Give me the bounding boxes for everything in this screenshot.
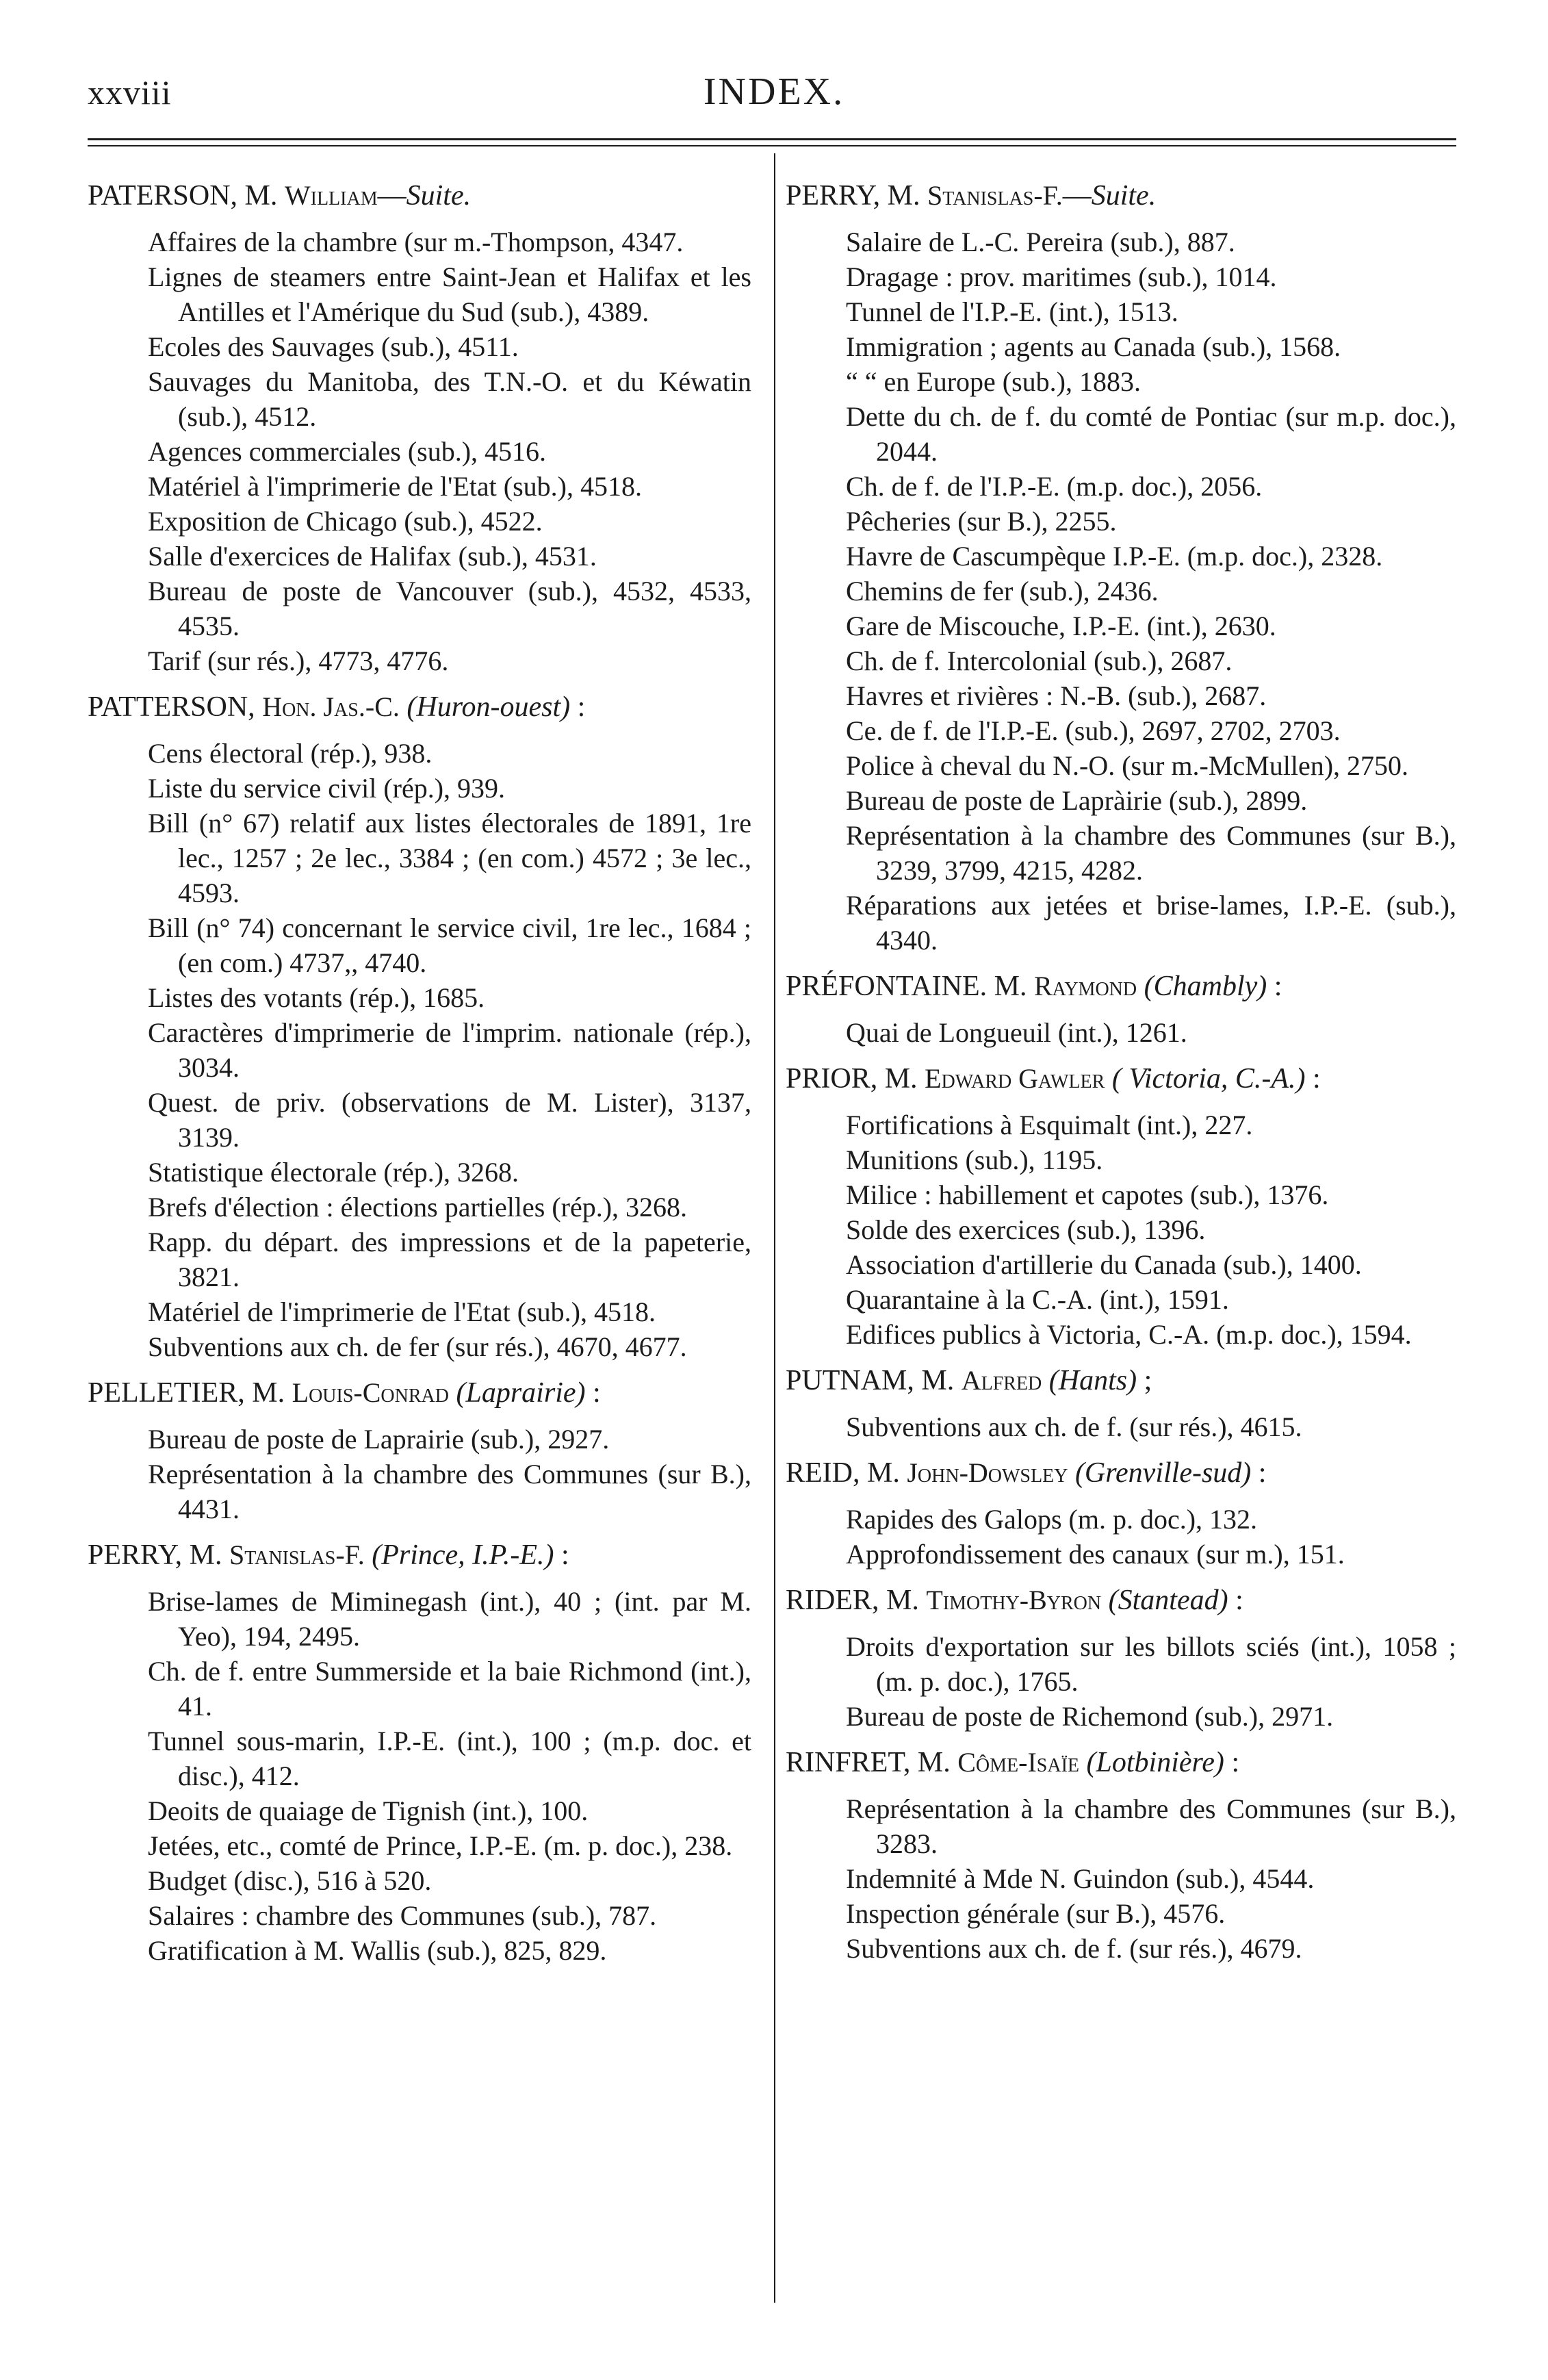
index-item: Milice : habillement et capotes (sub.), 1376. [846,1179,1329,1210]
index-item: Rapides des Galops (m. p. doc.), 132. [846,1504,1258,1535]
index-item: Association d'artillerie du Canada (sub.), 1400. [846,1249,1362,1280]
entry-given-name: Hon. Jas.-C. [262,691,400,722]
left-column [88,177,751,1978]
entry-separator [1137,971,1144,1002]
index-item: Caractères d'imprimerie de l'imprim. nationale (rép.), 3034. [148,1017,751,1083]
entry-separator [1068,1457,1075,1489]
entry-name [88,688,751,726]
entry-qualifier: (Stantead) [1108,1585,1228,1616]
entry-items [786,225,1456,958]
entry-name [786,1581,1456,1620]
column-divider [774,153,775,2303]
entry-qualifier: Suite. [1091,180,1157,212]
entry-qualifier: (Huron-ouest) [407,691,571,723]
index-item: Tunnel de l'I.P.-E. (int.), 1513. [846,296,1178,327]
entry-name [786,967,1456,1006]
entry-given-name: Stanislas-F. [927,180,1063,211]
index-item: Lignes de steamers entre Saint-Jean et Halifax et les Antilles et l'Amérique du Sud (sub.), 4389. [148,261,751,327]
entry-punct: : [570,691,586,723]
entry-surname: PRÉFONTAINE. M. [786,971,1034,1002]
entry-qualifier: ( Victoria, C.-A.) [1111,1063,1306,1095]
page-title: INDEX. [703,71,845,113]
entry-items [786,1629,1456,1734]
entry-punct: ; [1137,1365,1152,1396]
entry-name [786,1454,1456,1492]
entry-given-name: Timothy-Byron [926,1585,1102,1615]
entry-surname: PUTNAM, M. [786,1365,962,1396]
entry-punct: : [1224,1747,1240,1778]
index-item: Représentation à la chambre des Communes (sur B.), 4431. [148,1459,751,1524]
entry-qualifier: (Laprairie) [456,1377,586,1409]
entry-items [88,225,751,678]
index-item: Matériel de l'imprimerie de l'Etat (sub.), 4518. [148,1296,656,1327]
entry-name [786,1060,1456,1098]
entry-separator [365,1539,372,1571]
index-item: Quest. de priv. (observations de M. Lister), 3137, 3139. [148,1087,751,1153]
index-item: Quarantaine à la C.-A. (int.), 1591. [846,1284,1229,1315]
entry-items [88,1584,751,1968]
entry-qualifier: (Lotbinière) [1086,1747,1224,1778]
entry-separator: — [377,180,407,212]
index-item: Ch. de f. entre Summerside et la baie Richmond (int.), 41. [148,1656,751,1722]
entry-items [786,1791,1456,1966]
entry-punct: : [1251,1457,1267,1489]
running-header [0,60,1548,115]
entry-given-name: William [284,180,378,211]
index-item: Matériel à l'imprimerie de l'Etat (sub.), 4518. [148,471,642,502]
index-item: Jetées, etc., comté de Prince, I.P.-E. (m. p. doc.), 238. [148,1830,733,1861]
index-entry [786,1581,1456,1734]
index-entry [786,177,1456,958]
header-rule-bottom [88,145,1456,146]
index-item: Droits d'exportation sur les billots sciés (int.), 1058 ; (m. p. doc.), 1765. [846,1631,1456,1697]
right-column [786,177,1456,1975]
index-item: Statistique électorale (rép.), 3268. [148,1157,519,1188]
entry-surname: PRIOR, M. [786,1063,925,1095]
index-item: Quai de Longueuil (int.), 1261. [846,1017,1187,1048]
index-entry [88,1374,751,1526]
entry-items [88,736,751,1364]
entry-surname: PATERSON, M. [88,180,285,212]
entry-punct: : [585,1377,601,1409]
index-item: Solde des exercices (sub.), 1396. [846,1214,1206,1245]
entry-given-name: Stanislas-F. [229,1539,365,1570]
index-item: Cens électoral (rép.), 938. [148,738,433,769]
entry-surname: PATTERSON, [88,691,263,723]
index-item: Listes des votants (rép.), 1685. [148,982,485,1013]
entry-surname: RINFRET, M. [786,1747,958,1778]
index-item: Représentation à la chambre des Communes (sur B.), 3283. [846,1793,1456,1859]
index-item: Liste du service civil (rép.), 939. [148,773,506,804]
entry-items [88,1422,751,1526]
index-entry [786,1060,1456,1352]
entry-surname: PERRY, M. [786,180,927,212]
entry-given-name: Côme-Isaïe [957,1747,1080,1778]
index-item: Subventions aux ch. de f. (sur rés.), 4679. [846,1933,1302,1964]
index-item: Pêcheries (sur B.), 2255. [846,506,1117,537]
index-item: Approfondissement des canaux (sur m.), 151. [846,1539,1345,1570]
index-item: Brefs d'élection : élections partielles (rép.), 3268. [148,1192,688,1223]
entry-name [88,177,751,215]
entry-surname: REID, M. [786,1457,907,1489]
index-item: Subventions aux ch. de f. (sur rés.), 4615. [846,1411,1302,1442]
index-item: Bureau de poste de Richemond (sub.), 2971. [846,1701,1334,1732]
index-item: Bureau de poste de Vancouver (sub.), 4532, 4533, 4535. [148,576,751,641]
index-item: Bill (n° 74) concernant le service civil, 1re lec., 1684 ; (en com.) 4737,, 4740. [148,912,751,978]
index-item: Deoits de quaiage de Tignish (int.), 100. [148,1795,589,1826]
entry-qualifier: (Chambly) [1144,971,1267,1002]
index-item: Rapp. du départ. des impressions et de la papeterie, 3821. [148,1227,751,1292]
index-item: Ce. de f. de l'I.P.-E. (sub.), 2697, 2702, 2703. [846,715,1341,746]
entry-separator [1101,1585,1109,1616]
index-item: Agences commerciales (sub.), 4516. [148,436,547,467]
entry-separator: — [1062,180,1092,212]
index-entry [786,967,1456,1050]
entry-items [786,1015,1456,1050]
index-item: Dragage : prov. maritimes (sub.), 1014. [846,261,1277,292]
index-item: Réparations aux jetées et brise-lames, I.P.-E. (sub.), 4340. [846,890,1456,956]
index-item: Inspection générale (sur B.), 4576. [846,1898,1226,1929]
entry-punct: : [1267,971,1282,1002]
index-item: Indemnité à Mde N. Guindon (sub.), 4544. [846,1863,1315,1894]
entry-items [786,1502,1456,1572]
entry-punct: : [1228,1585,1243,1616]
index-item: Tarif (sur rés.), 4773, 4776. [148,645,449,676]
index-item: Ecoles des Sauvages (sub.), 4511. [148,331,519,362]
entry-separator [1105,1063,1112,1095]
index-item: Gratification à M. Wallis (sub.), 825, 829. [148,1935,607,1966]
index-item: Budget (disc.), 516 à 520. [148,1865,432,1896]
index-entry [786,1361,1456,1444]
entry-separator [449,1377,456,1409]
index-item: Subventions aux ch. de fer (sur rés.), 4670, 4677. [148,1331,687,1362]
index-item: Munitions (sub.), 1195. [846,1144,1103,1175]
entry-punct: : [1305,1063,1321,1095]
entry-given-name: John-Dowsley [907,1457,1068,1488]
index-item: Sauvages du Manitoba, des T.N.-O. et du Kéwatin (sub.), 4512. [148,366,751,432]
entry-given-name: Raymond [1034,971,1137,1001]
index-entry [88,177,751,678]
entry-name [786,1743,1456,1782]
index-item: Tunnel sous-marin, I.P.-E. (int.), 100 ; (m.p. doc. et disc.), 412. [148,1726,751,1791]
entry-separator [1042,1365,1049,1396]
index-item: Fortifications à Esquimalt (int.), 227. [846,1110,1253,1140]
entry-items [786,1409,1456,1444]
index-item: Bill (n° 67) relatif aux listes électorales de 1891, 1re lec., 1257 ; 2e lec., 3384 ; (en com.) 4572 ; 3e lec., 4593. [148,808,751,908]
entry-name [88,1374,751,1412]
index-item: Salaires : chambre des Communes (sub.), 787. [148,1900,657,1931]
index-item: Immigration ; agents au Canada (sub.), 1568. [846,331,1341,362]
entry-name [786,177,1456,215]
index-item: Ch. de f. Intercolonial (sub.), 2687. [846,645,1233,676]
index-item: Ch. de f. de l'I.P.-E. (m.p. doc.), 2056. [846,471,1263,502]
entry-items [786,1108,1456,1352]
entry-qualifier: (Grenville-sud) [1074,1457,1252,1489]
index-item: Affaires de la chambre (sur m.-Thompson, 4347. [148,227,684,257]
index-item: Havre de Cascumpèque I.P.-E. (m.p. doc.), 2328. [846,541,1383,572]
index-item: Police à cheval du N.-O. (sur m.-McMullen), 2750. [846,750,1409,781]
index-entry [88,1536,751,1968]
index-item: Gare de Miscouche, I.P.-E. (int.), 2630. [846,611,1276,641]
entry-given-name: Edward Gawler [925,1063,1105,1094]
entry-name [88,1536,751,1574]
index-item: Havres et rivières : N.-B. (sub.), 2687. [846,680,1267,711]
entry-separator [400,691,407,723]
index-entry [88,688,751,1364]
entry-qualifier: Suite. [406,180,472,212]
entry-surname: RIDER, M. [786,1585,927,1616]
index-item: Dette du ch. de f. du comté de Pontiac (sur m.p. doc.), 2044. [846,401,1456,467]
index-item: Bureau de poste de Lapràirie (sub.), 2899. [846,785,1308,816]
index-item: Représentation à la chambre des Communes (sur B.), 3239, 3799, 4215, 4282. [846,820,1456,886]
index-item: Brise-lames de Miminegash (int.), 40 ; (int. par M. Yeo), 194, 2495. [148,1586,751,1652]
entry-name [786,1361,1456,1400]
entry-punct: : [554,1539,569,1571]
entry-separator [1079,1747,1087,1778]
index-item: Exposition de Chicago (sub.), 4522. [148,506,543,537]
entry-given-name: Alfred [961,1365,1042,1396]
index-item: Bureau de poste de Laprairie (sub.), 2927. [148,1424,610,1455]
header-rule-top [88,138,1456,140]
entry-qualifier: (Hants) [1048,1365,1137,1396]
index-item: Edifices publics à Victoria, C.-A. (m.p. doc.), 1594. [846,1319,1412,1350]
index-item: “ “ en Europe (sub.), 1883. [846,366,1141,397]
index-item: Salle d'exercices de Halifax (sub.), 4531. [148,541,597,572]
index-entry [786,1743,1456,1966]
entry-surname: PERRY, M. [88,1539,229,1571]
entry-surname: PELLETIER, M. [88,1377,292,1409]
entry-given-name: Louis-Conrad [292,1377,449,1408]
index-item: Salaire de L.-C. Pereira (sub.), 887. [846,227,1235,257]
index-entry [786,1454,1456,1572]
index-item: Chemins de fer (sub.), 2436. [846,576,1159,606]
entry-qualifier: (Prince, I.P.-E.) [372,1539,554,1571]
page-number: xxviii [88,73,172,112]
